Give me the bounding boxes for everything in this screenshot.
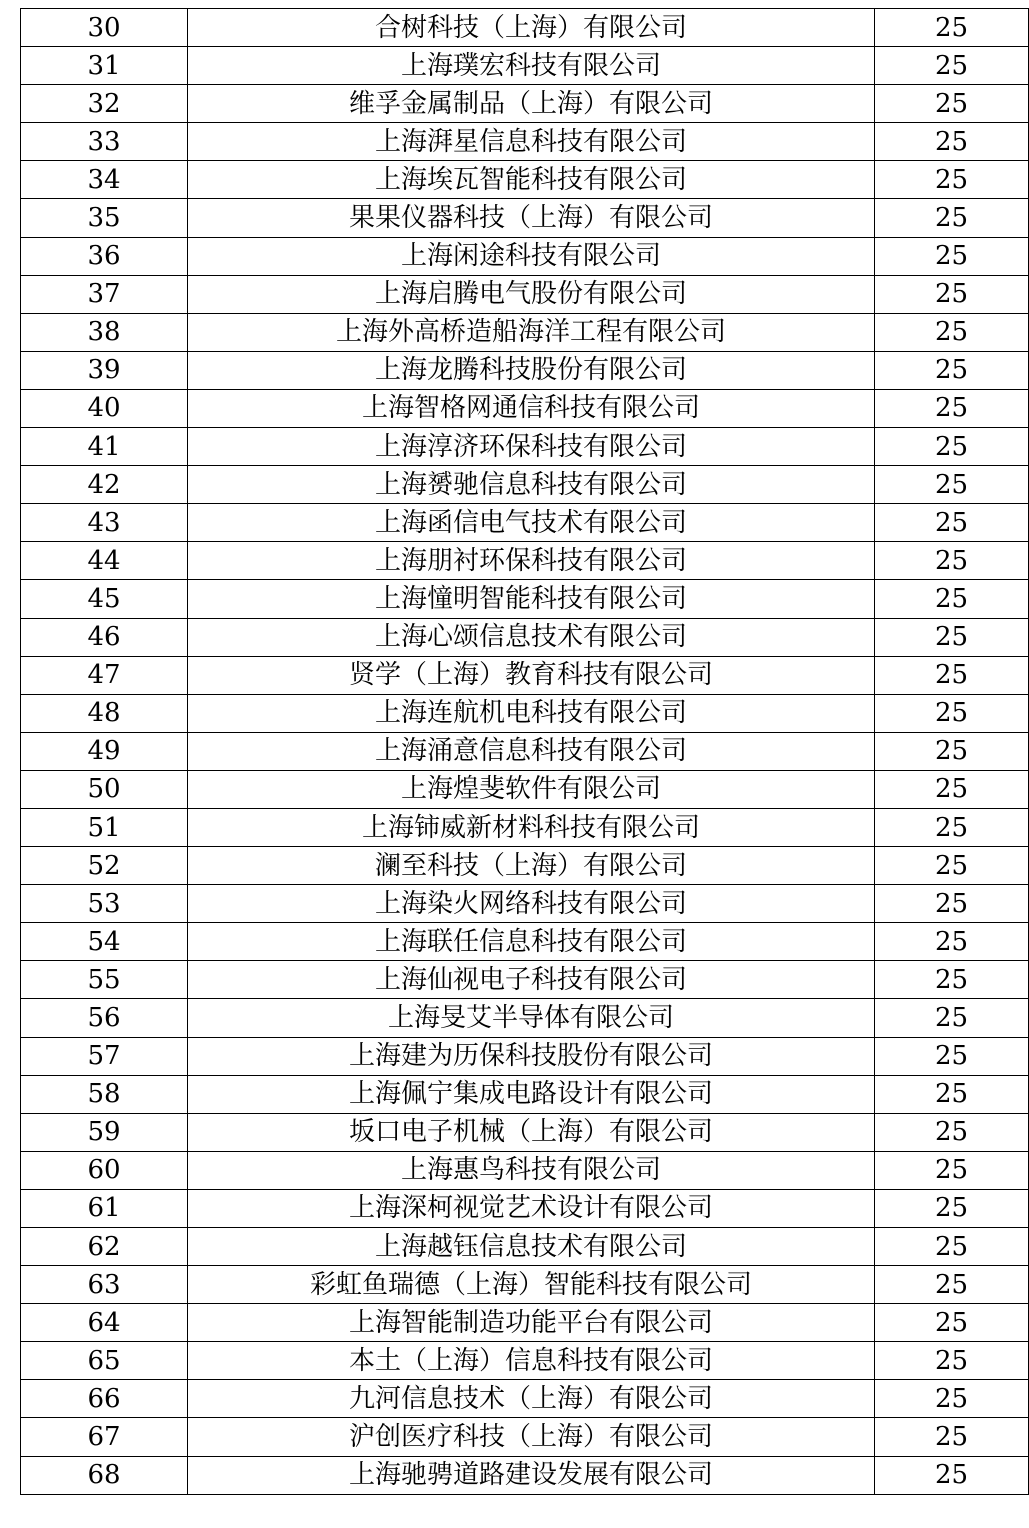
table-row	[21, 580, 1029, 618]
row-number-cell: 67	[21, 1418, 188, 1456]
table-row	[21, 123, 1029, 161]
company-name-cell: 上海铈威新材料科技有限公司	[188, 808, 875, 846]
company-name-cell: 上海煌斐软件有限公司	[188, 770, 875, 808]
company-name-cell: 上海智格网通信科技有限公司	[188, 389, 875, 427]
company-name-cell: 上海淳济环保科技有限公司	[188, 428, 875, 466]
row-number-cell: 48	[21, 694, 188, 732]
company-name-cell: 贤学（上海）教育科技有限公司	[188, 656, 875, 694]
row-number-cell: 47	[21, 656, 188, 694]
value-cell: 25	[875, 313, 1029, 351]
table-row	[21, 1151, 1029, 1189]
table-row	[21, 504, 1029, 542]
table-row	[21, 1037, 1029, 1075]
row-number-cell: 43	[21, 504, 188, 542]
value-cell: 25	[875, 389, 1029, 427]
value-cell: 25	[875, 1304, 1029, 1342]
table-row	[21, 1418, 1029, 1456]
company-name-cell: 上海智能制造功能平台有限公司	[188, 1304, 875, 1342]
company-name-cell: 上海涌意信息科技有限公司	[188, 732, 875, 770]
company-name-cell: 上海赟驰信息科技有限公司	[188, 466, 875, 504]
value-cell: 25	[875, 1075, 1029, 1113]
company-name-cell: 上海驰骋道路建设发展有限公司	[188, 1456, 875, 1494]
value-cell: 25	[875, 961, 1029, 999]
row-number-cell: 46	[21, 618, 188, 656]
value-cell: 25	[875, 1418, 1029, 1456]
value-cell: 25	[875, 999, 1029, 1037]
value-cell: 25	[875, 237, 1029, 275]
company-name-cell: 上海深柯视觉艺术设计有限公司	[188, 1189, 875, 1227]
row-number-cell: 40	[21, 389, 188, 427]
company-name-cell: 上海龙腾科技股份有限公司	[188, 351, 875, 389]
row-number-cell: 55	[21, 961, 188, 999]
value-cell: 25	[875, 1380, 1029, 1418]
value-cell: 25	[875, 1151, 1029, 1189]
table-row	[21, 9, 1029, 47]
row-number-cell: 35	[21, 199, 188, 237]
table-row	[21, 732, 1029, 770]
row-number-cell: 65	[21, 1342, 188, 1380]
value-cell: 25	[875, 504, 1029, 542]
value-cell: 25	[875, 161, 1029, 199]
table-row	[21, 275, 1029, 313]
value-cell: 25	[875, 542, 1029, 580]
row-number-cell: 53	[21, 885, 188, 923]
value-cell: 25	[875, 275, 1029, 313]
company-name-cell: 九河信息技术（上海）有限公司	[188, 1380, 875, 1418]
value-cell: 25	[875, 351, 1029, 389]
value-cell: 25	[875, 732, 1029, 770]
company-name-cell: 维孚金属制品（上海）有限公司	[188, 85, 875, 123]
company-name-cell: 上海仙视电子科技有限公司	[188, 961, 875, 999]
row-number-cell: 31	[21, 47, 188, 85]
company-name-cell: 上海联任信息科技有限公司	[188, 923, 875, 961]
table-row	[21, 1342, 1029, 1380]
row-number-cell: 64	[21, 1304, 188, 1342]
company-name-cell: 上海外高桥造船海洋工程有限公司	[188, 313, 875, 351]
row-number-cell: 32	[21, 85, 188, 123]
company-name-cell: 上海心颂信息技术有限公司	[188, 618, 875, 656]
value-cell: 25	[875, 847, 1029, 885]
value-cell: 25	[875, 770, 1029, 808]
value-cell: 25	[875, 656, 1029, 694]
table-row	[21, 542, 1029, 580]
table-row	[21, 1266, 1029, 1304]
company-name-cell: 上海旻艾半导体有限公司	[188, 999, 875, 1037]
value-cell: 25	[875, 694, 1029, 732]
value-cell: 25	[875, 47, 1029, 85]
row-number-cell: 38	[21, 313, 188, 351]
row-number-cell: 36	[21, 237, 188, 275]
company-name-cell: 上海惠鸟科技有限公司	[188, 1151, 875, 1189]
row-number-cell: 60	[21, 1151, 188, 1189]
table-row	[21, 808, 1029, 846]
row-number-cell: 59	[21, 1113, 188, 1151]
company-name-cell: 上海璞宏科技有限公司	[188, 47, 875, 85]
row-number-cell: 54	[21, 923, 188, 961]
table-row	[21, 923, 1029, 961]
value-cell: 25	[875, 9, 1029, 47]
company-table	[20, 8, 1029, 1495]
company-name-cell: 上海佩宁集成电路设计有限公司	[188, 1075, 875, 1113]
value-cell: 25	[875, 885, 1029, 923]
value-cell: 25	[875, 1037, 1029, 1075]
table-row	[21, 85, 1029, 123]
company-name-cell: 上海函信电气技术有限公司	[188, 504, 875, 542]
value-cell: 25	[875, 618, 1029, 656]
value-cell: 25	[875, 923, 1029, 961]
company-name-cell: 坂口电子机械（上海）有限公司	[188, 1113, 875, 1151]
row-number-cell: 61	[21, 1189, 188, 1227]
company-name-cell: 本土（上海）信息科技有限公司	[188, 1342, 875, 1380]
table-row	[21, 389, 1029, 427]
value-cell: 25	[875, 580, 1029, 618]
row-number-cell: 57	[21, 1037, 188, 1075]
value-cell: 25	[875, 1228, 1029, 1266]
row-number-cell: 30	[21, 9, 188, 47]
value-cell: 25	[875, 1456, 1029, 1494]
row-number-cell: 49	[21, 732, 188, 770]
table-row	[21, 847, 1029, 885]
table-row	[21, 47, 1029, 85]
row-number-cell: 51	[21, 808, 188, 846]
row-number-cell: 50	[21, 770, 188, 808]
table-row	[21, 351, 1029, 389]
row-number-cell: 56	[21, 999, 188, 1037]
table-row	[21, 161, 1029, 199]
row-number-cell: 44	[21, 542, 188, 580]
table-row	[21, 428, 1029, 466]
company-name-cell: 果果仪器科技（上海）有限公司	[188, 199, 875, 237]
table-row	[21, 199, 1029, 237]
row-number-cell: 39	[21, 351, 188, 389]
table-row	[21, 770, 1029, 808]
company-name-cell: 上海越钰信息技术有限公司	[188, 1228, 875, 1266]
company-name-cell: 上海染火网络科技有限公司	[188, 885, 875, 923]
row-number-cell: 63	[21, 1266, 188, 1304]
table-row	[21, 618, 1029, 656]
company-name-cell: 上海憧明智能科技有限公司	[188, 580, 875, 618]
table-row	[21, 694, 1029, 732]
row-number-cell: 52	[21, 847, 188, 885]
value-cell: 25	[875, 808, 1029, 846]
value-cell: 25	[875, 1113, 1029, 1151]
company-name-cell: 沪创医疗科技（上海）有限公司	[188, 1418, 875, 1456]
value-cell: 25	[875, 1266, 1029, 1304]
value-cell: 25	[875, 1189, 1029, 1227]
row-number-cell: 42	[21, 466, 188, 504]
table-row	[21, 656, 1029, 694]
company-name-cell: 上海闲途科技有限公司	[188, 237, 875, 275]
table-row	[21, 1380, 1029, 1418]
row-number-cell: 66	[21, 1380, 188, 1418]
row-number-cell: 34	[21, 161, 188, 199]
table-row	[21, 1189, 1029, 1227]
table-row	[21, 237, 1029, 275]
value-cell: 25	[875, 428, 1029, 466]
table-row	[21, 313, 1029, 351]
company-name-cell: 彩虹鱼瑞德（上海）智能科技有限公司	[188, 1266, 875, 1304]
table-row	[21, 466, 1029, 504]
table-row	[21, 1228, 1029, 1266]
row-number-cell: 45	[21, 580, 188, 618]
company-name-cell: 上海埃瓦智能科技有限公司	[188, 161, 875, 199]
value-cell: 25	[875, 123, 1029, 161]
row-number-cell: 41	[21, 428, 188, 466]
company-table-body	[21, 9, 1029, 1495]
company-name-cell: 上海启腾电气股份有限公司	[188, 275, 875, 313]
company-name-cell: 上海朋衬环保科技有限公司	[188, 542, 875, 580]
table-row	[21, 1304, 1029, 1342]
value-cell: 25	[875, 1342, 1029, 1380]
row-number-cell: 58	[21, 1075, 188, 1113]
table-row	[21, 885, 1029, 923]
row-number-cell: 37	[21, 275, 188, 313]
row-number-cell: 33	[21, 123, 188, 161]
table-row	[21, 961, 1029, 999]
company-name-cell: 合树科技（上海）有限公司	[188, 9, 875, 47]
value-cell: 25	[875, 85, 1029, 123]
row-number-cell: 62	[21, 1228, 188, 1266]
table-row	[21, 1113, 1029, 1151]
company-name-cell: 上海湃星信息科技有限公司	[188, 123, 875, 161]
value-cell: 25	[875, 466, 1029, 504]
row-number-cell: 68	[21, 1456, 188, 1494]
table-row	[21, 1456, 1029, 1494]
company-name-cell: 上海连航机电科技有限公司	[188, 694, 875, 732]
company-name-cell: 澜至科技（上海）有限公司	[188, 847, 875, 885]
value-cell: 25	[875, 199, 1029, 237]
company-name-cell: 上海建为历保科技股份有限公司	[188, 1037, 875, 1075]
table-row	[21, 999, 1029, 1037]
table-row	[21, 1075, 1029, 1113]
